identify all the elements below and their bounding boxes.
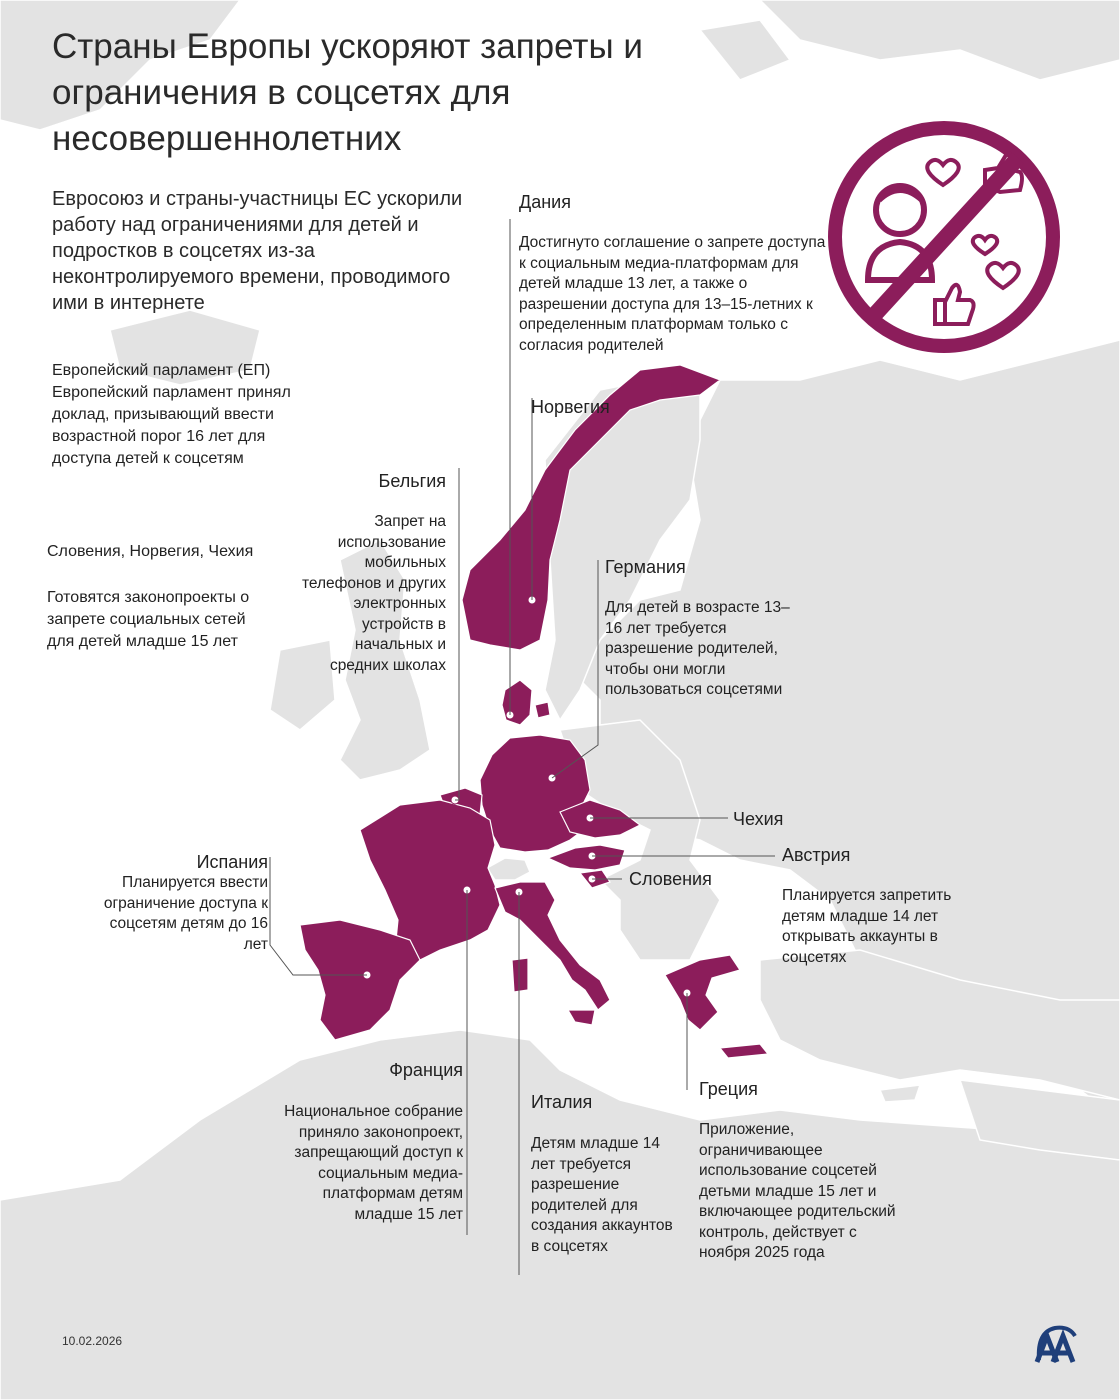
page-title: Страны Европы ускоряют запреты и ограничения в соцсетях для несовершеннолетних (52, 27, 643, 158)
greece-text: Приложение, ограничивающее использование соцсетей детьми младше 15 лет и включающее родительский контроль, действует с ноября 2025 года (699, 1121, 896, 1261)
germany-label: Германия (605, 557, 686, 577)
denmark-shape (502, 680, 532, 725)
greece-shape (665, 955, 740, 1030)
greece-label: Греция (699, 1079, 758, 1099)
spain-shape (300, 920, 420, 1040)
czechia-label: Чехия (733, 809, 784, 829)
belgium-text: Запрет на использование мобильных телефонов и других электронных устройств в начальных и средних школах (301, 513, 446, 674)
austria-text: Планируется запретить детям младше 14 лет открывать аккаунты в соцсетях (782, 887, 952, 966)
spain-text: Планируется ввести ограничение доступа к соцсетям детям до 16 лет (103, 874, 268, 953)
no-social-media-icon (835, 128, 1053, 346)
italy-label: Италия (531, 1092, 593, 1112)
page-subtitle: Евросоюз и страны-участницы ЕС ускорили работу над ограничениями для детей и подростков в соцсетях из-за неконтролируемого времени, проводимого ими в интернете (52, 188, 463, 314)
austria-shape (548, 845, 625, 870)
ep-text: Европейский парламент принял доклад, призывающий ввести возрастной порог 16 лет для доступа детей к соцсетям (52, 384, 291, 467)
france-text: Национальное собрание приняло законопроект, запрещающий доступ к социальным медиа-платформам детям младше 15 лет (284, 1103, 463, 1223)
germany-text: Для детей в возрасте 13–16 лет требуется разрешение родителей, чтобы они могли пользоваться соцсетями (605, 599, 790, 698)
slovenia-label: Словения (629, 869, 712, 889)
slovenia-group-text: Готовятся законопроекты о запрете социальных сетей для детей младше 15 лет (47, 589, 250, 650)
publish-date: 10.02.2026 (62, 1334, 123, 1348)
italy-text: Детям младше 14 лет требуется разрешение родителей для создания аккаунтов в соцсетях (531, 1135, 673, 1255)
spain-label: Испания (196, 852, 268, 872)
italy-shape (495, 882, 610, 1010)
denmark-text: Достигнуто соглашение о запрете доступа к социальным медиа-платформам для детей младше 13 лет, а также о разрешении доступа для 13–15-летних к определенным платформам только с согласия родителей (519, 234, 826, 354)
slovenia-group-title: Словения, Норвегия, Чехия (47, 543, 254, 560)
denmark-label: Дания (519, 192, 571, 212)
norway-label: Норвегия (531, 397, 610, 417)
ep-title: Европейский парламент (ЕП) (52, 362, 271, 379)
austria-label: Австрия (782, 845, 851, 865)
germany-shape (480, 735, 590, 852)
belgium-label: Бельгия (378, 471, 446, 491)
france-label: Франция (389, 1060, 463, 1080)
